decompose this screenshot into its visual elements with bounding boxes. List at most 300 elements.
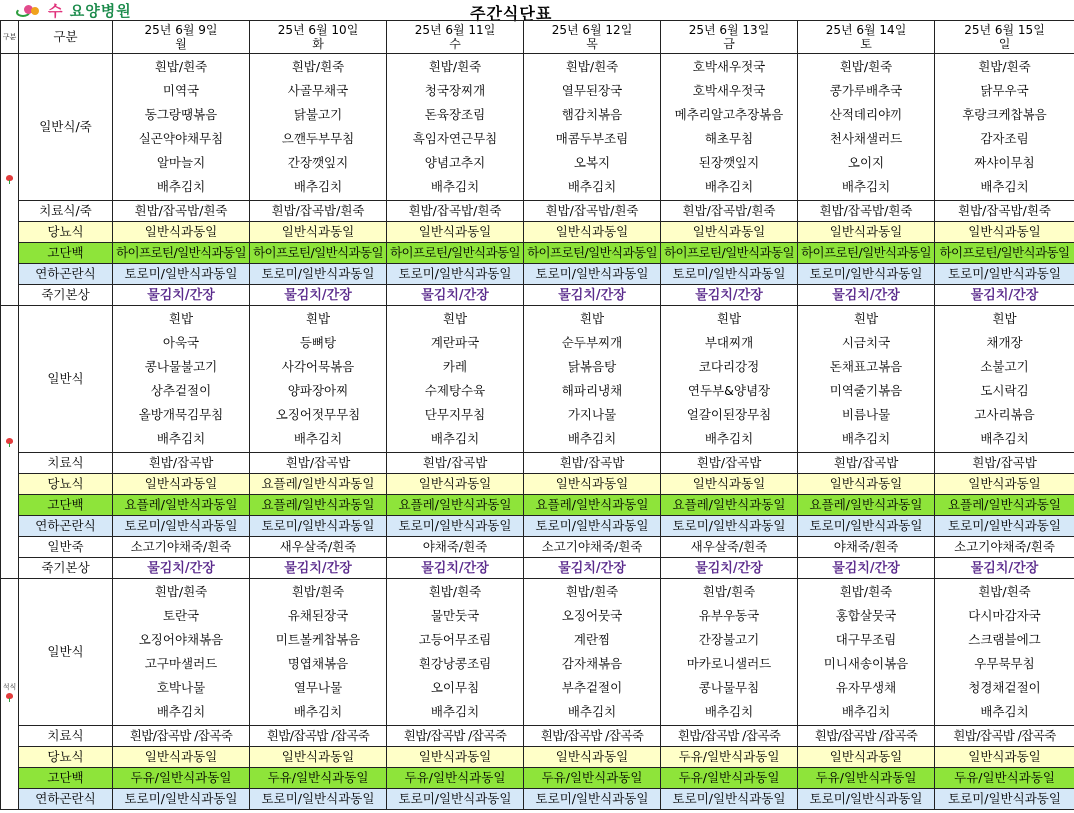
diet-value-cell: 일반식과동일 (250, 222, 387, 243)
dish-list-cell (113, 579, 250, 726)
diet-value-cell: 물김치/간장 (935, 285, 1074, 306)
day-date: 25년 6월 10일 (277, 23, 359, 37)
meal-main-row (1, 306, 1074, 453)
diet-value-cell: 소고기야채죽/흰죽 (935, 537, 1074, 558)
header-row (1, 21, 1074, 54)
dish-item: 스크램블에그 (968, 632, 1041, 647)
day-weekday: 수 (449, 37, 461, 51)
diet-value-cell: 물김치/간장 (798, 285, 935, 306)
dish-item: 흰밥/흰죽 (565, 584, 619, 599)
dish-list-cell (661, 54, 798, 201)
dish-item: 순두부찌개 (561, 335, 623, 350)
dish-item: 유부우동국 (698, 608, 760, 623)
day-header-cell (524, 21, 661, 54)
dish-item: 흰밥/흰죽 (154, 59, 208, 74)
flower-icon (5, 175, 14, 184)
dish-item: 흰밥 (716, 311, 742, 326)
dish-item: 된장깻잎지 (698, 155, 760, 170)
diet-value-cell: 야채죽/흰죽 (798, 537, 935, 558)
diet-label: 고단백 (19, 243, 113, 264)
dish-list-cell (387, 306, 524, 453)
dish-item: 닭볶음탕 (567, 359, 617, 374)
dish-item: 홍합살뭇국 (835, 608, 897, 623)
dish-item: 흰밥/흰죽 (978, 59, 1031, 74)
diet-value-cell: 물김치/간장 (661, 558, 798, 579)
dish-item: 호박새우젓국 (692, 59, 766, 74)
side-header-cell: 구분 (1, 21, 19, 54)
diet-value-cell: 흰밥/잡곡밥 (935, 453, 1074, 474)
diet-value-cell: 일반식과동일 (798, 474, 935, 495)
diet-value-cell: 토로미/일반식과동일 (661, 789, 798, 810)
dish-item: 미역줄기볶음 (829, 383, 903, 398)
diet-value-cell: 흰밥/잡곡밥 /잡곡죽 (935, 726, 1074, 747)
dish-item: 단무지무침 (424, 407, 486, 422)
dish-item: 감자채볶음 (561, 656, 623, 671)
dish-item: 열무된장국 (561, 83, 623, 98)
dish-list-cell (387, 579, 524, 726)
dish-item: 흰밥/흰죽 (291, 584, 345, 599)
dish-item: 도시락김 (980, 383, 1029, 398)
dish-list-cell (935, 579, 1074, 726)
dish-item: 호박새우젓국 (692, 83, 766, 98)
diet-value-cell: 토로미/일반식과동일 (798, 516, 935, 537)
diet-value-cell: 흰밥/잡곡밥/흰죽 (524, 201, 661, 222)
diet-row (1, 474, 1074, 495)
diet-value-cell: 소고기야채죽/흰죽 (113, 537, 250, 558)
meal-category-label: 일반식/죽 (19, 54, 113, 201)
diet-value-cell: 새우살죽/흰죽 (661, 537, 798, 558)
diet-value-cell: 일반식과동일 (113, 747, 250, 768)
diet-row (1, 558, 1074, 579)
weekly-menu-table (0, 20, 1074, 810)
dish-item: 콩나물무침 (698, 680, 760, 695)
diet-value-cell: 두유/일반식과동일 (798, 768, 935, 789)
dish-item: 흰밥 (305, 311, 331, 326)
diet-value-cell: 일반식과동일 (935, 474, 1074, 495)
dish-item: 청국장찌개 (424, 83, 486, 98)
diet-value-cell: 일반식과동일 (524, 474, 661, 495)
dish-item: 명엽채볶음 (287, 656, 349, 671)
dish-item: 배추김치 (704, 431, 754, 446)
dish-list-cell (250, 306, 387, 453)
dish-item: 비름나물 (841, 407, 891, 422)
diet-label: 고단백 (19, 768, 113, 789)
dish-item: 매콤두부조림 (555, 131, 629, 146)
diet-value-cell: 두유/일반식과동일 (113, 768, 250, 789)
diet-value-cell: 소고기야채죽/흰죽 (524, 537, 661, 558)
dish-item: 콩가루배추국 (829, 83, 903, 98)
dish-item: 오징어뭇국 (561, 608, 623, 623)
diet-label: 연하곤란식 (19, 516, 113, 537)
dish-item: 연두부&양념장 (687, 383, 771, 398)
dish-item: 오이무침 (430, 680, 480, 695)
diet-label: 치료식 (19, 453, 113, 474)
dish-item: 으깬두부무침 (281, 131, 355, 146)
dish-item: 후랑크케찹볶음 (962, 107, 1047, 122)
diet-value-cell: 요플레/일반식과동일 (524, 495, 661, 516)
day-header-cell (661, 21, 798, 54)
dish-item: 배추김치 (980, 431, 1029, 446)
dish-item: 콩나물불고기 (144, 359, 218, 374)
dish-item: 간장깻잎지 (287, 155, 349, 170)
diet-value-cell: 토로미/일반식과동일 (935, 789, 1074, 810)
dish-item: 아욱국 (162, 335, 200, 350)
dish-item: 흰밥/흰죽 (428, 584, 482, 599)
diet-value-cell: 일반식과동일 (935, 222, 1074, 243)
dish-item: 오징어야채볶음 (138, 632, 224, 647)
diet-value-cell: 물김치/간장 (661, 285, 798, 306)
diet-row (1, 768, 1074, 789)
dish-item: 고구마샐러드 (144, 656, 218, 671)
dish-item: 흰밥 (992, 311, 1017, 326)
hospital-name: 수 요양병원 (48, 2, 132, 20)
diet-value-cell: 토로미/일반식과동일 (524, 789, 661, 810)
dish-item: 배추김치 (567, 431, 617, 446)
flower-icon (5, 693, 14, 702)
dish-item: 채개장 (986, 335, 1023, 350)
diet-value-cell: 물김치/간장 (387, 558, 524, 579)
diet-value-cell: 두유/일반식과동일 (935, 768, 1074, 789)
diet-value-cell: 일반식과동일 (113, 222, 250, 243)
day-weekday: 일 (998, 37, 1011, 51)
dish-item: 오징어젓무무침 (275, 407, 361, 422)
diet-value-cell: 토로미/일반식과동일 (250, 516, 387, 537)
flower-icon (5, 438, 14, 447)
dish-item: 시금치국 (841, 335, 891, 350)
dish-item: 등뼈탕 (299, 335, 337, 350)
dish-list-cell (798, 54, 935, 201)
diet-value-cell: 두유/일반식과동일 (661, 747, 798, 768)
diet-value-cell: 물김치/간장 (387, 285, 524, 306)
category-header-cell: 구분 (19, 21, 113, 54)
dish-item: 실곤약야채무침 (138, 131, 224, 146)
dish-list-cell (113, 306, 250, 453)
dish-item: 양념고추지 (424, 155, 486, 170)
dish-item: 흰밥/흰죽 (839, 59, 893, 74)
diet-value-cell: 하이프로틴/일반식과동일 (524, 243, 661, 264)
diet-value-cell: 토로미/일반식과동일 (524, 264, 661, 285)
dish-item: 계란찜 (573, 632, 611, 647)
dish-item: 유자무생채 (835, 680, 897, 695)
diet-label: 고단백 (19, 495, 113, 516)
diet-value-cell: 흰밥/잡곡밥/흰죽 (250, 201, 387, 222)
dish-item: 흰강낭콩조림 (418, 656, 492, 671)
day-weekday: 토 (860, 37, 872, 51)
dish-item: 다시마감자국 (968, 608, 1041, 623)
meal-main-row (1, 579, 1074, 726)
diet-value-cell: 흰밥/잡곡밥 /잡곡죽 (798, 726, 935, 747)
dish-item: 부추겉절이 (561, 680, 623, 695)
diet-label: 당뇨식 (19, 747, 113, 768)
dish-list-cell (935, 306, 1074, 453)
meal-side-cell (1, 579, 19, 810)
dish-item: 배추김치 (430, 179, 480, 194)
diet-value-cell: 하이프로틴/일반식과동일 (387, 243, 524, 264)
diet-value-cell: 일반식과동일 (935, 747, 1074, 768)
diet-value-cell: 하이프로틴/일반식과동일 (661, 243, 798, 264)
diet-value-cell: 토로미/일반식과동일 (113, 264, 250, 285)
diet-value-cell: 일반식과동일 (661, 474, 798, 495)
dish-item: 동그랑땡볶음 (144, 107, 218, 122)
day-date: 25년 6월 9일 (144, 23, 218, 37)
diet-value-cell: 물김치/간장 (250, 285, 387, 306)
diet-value-cell: 토로미/일반식과동일 (113, 789, 250, 810)
dish-item: 고등어무조림 (418, 632, 492, 647)
diet-value-cell: 토로미/일반식과동일 (387, 264, 524, 285)
dish-item: 돈채표고볶음 (829, 359, 903, 374)
diet-value-cell: 요플레/일반식과동일 (935, 495, 1074, 516)
dish-item: 사골무채국 (287, 83, 349, 98)
diet-value-cell: 물김치/간장 (113, 285, 250, 306)
diet-value-cell: 토로미/일반식과동일 (387, 789, 524, 810)
diet-value-cell: 물김치/간장 (524, 558, 661, 579)
dish-list-cell (798, 579, 935, 726)
diet-value-cell: 흰밥/잡곡밥 (524, 453, 661, 474)
diet-value-cell: 물김치/간장 (935, 558, 1074, 579)
dish-item: 미니새송이볶음 (823, 656, 909, 671)
diet-value-cell: 두유/일반식과동일 (250, 768, 387, 789)
dish-item: 흰밥 (853, 311, 879, 326)
diet-value-cell: 흰밥/잡곡밥 /잡곡죽 (250, 726, 387, 747)
diet-value-cell: 흰밥/잡곡밥 (387, 453, 524, 474)
dish-item: 배추김치 (567, 704, 617, 719)
dish-item: 올방개묵김무침 (138, 407, 224, 422)
day-date: 25년 6월 15일 (964, 23, 1045, 37)
dish-item: 코다리강정 (698, 359, 760, 374)
dish-item: 짜샤이무침 (974, 155, 1035, 170)
dish-list-cell (798, 306, 935, 453)
dish-item: 청경채겉절이 (968, 680, 1041, 695)
dish-item: 감자조림 (980, 131, 1029, 146)
dish-item: 흰밥/흰죽 (291, 59, 345, 74)
dish-item: 유채된장국 (287, 608, 349, 623)
dish-list-cell (661, 306, 798, 453)
diet-value-cell: 토로미/일반식과동일 (935, 264, 1074, 285)
dish-item: 고사리볶음 (974, 407, 1035, 422)
day-date: 25년 6월 14일 (825, 23, 907, 37)
diet-value-cell: 물김치/간장 (524, 285, 661, 306)
diet-value-cell: 흰밥/잡곡밥 /잡곡죽 (524, 726, 661, 747)
day-header-cell (250, 21, 387, 54)
diet-value-cell: 흰밥/잡곡밥 (250, 453, 387, 474)
diet-value-cell: 토로미/일반식과동일 (661, 516, 798, 537)
day-header-cell (798, 21, 935, 54)
diet-value-cell: 흰밥/잡곡밥/흰죽 (798, 201, 935, 222)
diet-value-cell: 일반식과동일 (250, 747, 387, 768)
diet-value-cell: 두유/일반식과동일 (524, 768, 661, 789)
dish-item: 배추김치 (704, 704, 754, 719)
day-weekday: 월 (175, 37, 187, 51)
diet-row (1, 495, 1074, 516)
diet-value-cell: 흰밥/잡곡밥 (661, 453, 798, 474)
dish-item: 물만둣국 (430, 608, 480, 623)
diet-value-cell: 일반식과동일 (524, 747, 661, 768)
meal-side-label: 석식 (2, 683, 17, 691)
diet-row (1, 285, 1074, 306)
diet-value-cell: 흰밥/잡곡밥 /잡곡죽 (113, 726, 250, 747)
diet-value-cell: 흰밥/잡곡밥/흰죽 (387, 201, 524, 222)
diet-value-cell: 일반식과동일 (387, 474, 524, 495)
dish-item: 열무나물 (293, 680, 343, 695)
diet-value-cell: 요플레/일반식과동일 (661, 495, 798, 516)
dish-list-cell (524, 579, 661, 726)
diet-value-cell: 흰밥/잡곡밥 /잡곡죽 (387, 726, 524, 747)
dish-item: 호박나물 (156, 680, 206, 695)
dish-item: 배추김치 (841, 704, 891, 719)
diet-value-cell: 물김치/간장 (798, 558, 935, 579)
dish-item: 배추김치 (430, 431, 480, 446)
hospital-logo (14, 2, 132, 19)
dish-item: 우무묵무침 (974, 656, 1035, 671)
diet-value-cell: 일반식과동일 (387, 222, 524, 243)
dish-item: 배추김치 (567, 179, 617, 194)
day-date: 25년 6월 13일 (688, 23, 770, 37)
dish-item: 계란파국 (430, 335, 480, 350)
dish-item: 배추김치 (980, 704, 1029, 719)
diet-label: 당뇨식 (19, 474, 113, 495)
dish-item: 배추김치 (156, 431, 206, 446)
dish-item: 소불고기 (980, 359, 1029, 374)
meal-category-label: 일반식 (19, 579, 113, 726)
diet-row (1, 516, 1074, 537)
dish-item: 흰밥/흰죽 (565, 59, 619, 74)
dish-item: 배추김치 (430, 704, 480, 719)
meal-main-row (1, 54, 1074, 201)
diet-value-cell: 일반식과동일 (113, 474, 250, 495)
diet-value-cell: 하이프로틴/일반식과동일 (935, 243, 1074, 264)
dish-item: 배추김치 (156, 179, 206, 194)
dish-list-cell (661, 579, 798, 726)
dish-item: 사각어묵볶음 (281, 359, 355, 374)
dish-item: 배추김치 (293, 179, 343, 194)
day-header-cell (935, 21, 1074, 54)
page-header (0, 0, 1074, 21)
diet-value-cell: 일반식과동일 (798, 222, 935, 243)
dish-item: 흰밥/흰죽 (154, 584, 208, 599)
day-date: 25년 6월 11일 (414, 23, 496, 37)
diet-value-cell: 흰밥/잡곡밥/흰죽 (661, 201, 798, 222)
diet-value-cell: 하이프로틴/일반식과동일 (250, 243, 387, 264)
diet-value-cell: 흰밥/잡곡밥/흰죽 (113, 201, 250, 222)
diet-value-cell: 토로미/일반식과동일 (935, 516, 1074, 537)
diet-row (1, 789, 1074, 810)
dish-item: 토란국 (162, 608, 200, 623)
diet-label: 당뇨식 (19, 222, 113, 243)
dish-item: 천사채샐러드 (829, 131, 903, 146)
diet-value-cell: 토로미/일반식과동일 (387, 516, 524, 537)
dish-item: 닭불고기 (293, 107, 343, 122)
dish-item: 햄감치볶음 (561, 107, 623, 122)
dish-item: 배추김치 (293, 431, 343, 446)
diet-value-cell: 물김치/간장 (250, 558, 387, 579)
day-weekday: 목 (586, 37, 598, 51)
diet-row (1, 726, 1074, 747)
diet-value-cell: 일반식과동일 (661, 222, 798, 243)
dish-item: 흰밥/흰죽 (428, 59, 482, 74)
page-title: 주간식단표 (470, 4, 553, 23)
dish-item: 오이지 (847, 155, 885, 170)
diet-value-cell: 요플레/일반식과동일 (250, 474, 387, 495)
logo-mark-icon (14, 2, 48, 19)
day-header-cell (113, 21, 250, 54)
diet-value-cell: 흰밥/잡곡밥 (113, 453, 250, 474)
dish-item: 가지나물 (567, 407, 617, 422)
diet-value-cell: 물김치/간장 (113, 558, 250, 579)
diet-value-cell: 토로미/일반식과동일 (113, 516, 250, 537)
dish-item: 오복지 (573, 155, 611, 170)
dish-item: 흰밥/흰죽 (978, 584, 1031, 599)
dish-item: 흰밥 (579, 311, 605, 326)
diet-value-cell: 일반식과동일 (524, 222, 661, 243)
diet-value-cell: 일반식과동일 (387, 747, 524, 768)
diet-value-cell: 토로미/일반식과동일 (524, 516, 661, 537)
diet-value-cell: 요플레/일반식과동일 (250, 495, 387, 516)
dish-item: 흰밥 (168, 311, 194, 326)
dish-item: 산적데리야끼 (829, 107, 903, 122)
diet-value-cell: 흰밥/잡곡밥/흰죽 (935, 201, 1074, 222)
dish-item: 배추김치 (980, 179, 1029, 194)
dish-item: 흰밥/흰죽 (702, 584, 756, 599)
dish-item: 흰밥/흰죽 (839, 584, 893, 599)
dish-list-cell (935, 54, 1074, 201)
dish-item: 상추겉절이 (150, 383, 212, 398)
diet-row (1, 453, 1074, 474)
dish-list-cell (113, 54, 250, 201)
diet-row (1, 222, 1074, 243)
diet-value-cell: 토로미/일반식과동일 (250, 264, 387, 285)
diet-row (1, 243, 1074, 264)
diet-value-cell: 새우살죽/흰죽 (250, 537, 387, 558)
dish-item: 대구무조림 (835, 632, 897, 647)
diet-value-cell: 두유/일반식과동일 (661, 768, 798, 789)
diet-value-cell: 하이프로틴/일반식과동일 (113, 243, 250, 264)
dish-list-cell (387, 54, 524, 201)
diet-label: 연하곤란식 (19, 789, 113, 810)
diet-label: 죽기본상 (19, 285, 113, 306)
dish-item: 마카로니샐러드 (686, 656, 772, 671)
meal-category-label: 일반식 (19, 306, 113, 453)
dish-item: 양파장아찌 (287, 383, 349, 398)
diet-label: 치료식 (19, 726, 113, 747)
dish-item: 흰밥 (442, 311, 468, 326)
diet-value-cell: 흰밥/잡곡밥 /잡곡죽 (661, 726, 798, 747)
dish-item: 흑임자연근무침 (412, 131, 498, 146)
meal-side-cell (1, 306, 19, 579)
dish-item: 간장불고기 (698, 632, 760, 647)
diet-label: 연하곤란식 (19, 264, 113, 285)
day-weekday: 화 (312, 37, 324, 51)
dish-item: 배추김치 (841, 179, 891, 194)
dish-item: 미트볼케찹볶음 (275, 632, 361, 647)
dish-item: 카레 (442, 359, 468, 374)
diet-value-cell: 야채죽/흰죽 (387, 537, 524, 558)
diet-label: 죽기본상 (19, 558, 113, 579)
dish-item: 수제탕수육 (424, 383, 486, 398)
dish-item: 돈육장조림 (424, 107, 486, 122)
diet-value-cell: 요플레/일반식과동일 (387, 495, 524, 516)
dish-item: 해초무침 (704, 131, 754, 146)
diet-label: 치료식/죽 (19, 201, 113, 222)
diet-row (1, 201, 1074, 222)
diet-row (1, 264, 1074, 285)
diet-value-cell: 요플레/일반식과동일 (113, 495, 250, 516)
diet-value-cell: 토로미/일반식과동일 (798, 789, 935, 810)
dish-item: 배추김치 (156, 704, 206, 719)
diet-value-cell: 하이프로틴/일반식과동일 (798, 243, 935, 264)
day-header-cell (387, 21, 524, 54)
day-date: 25년 6월 12일 (551, 23, 633, 37)
diet-label: 일반죽 (19, 537, 113, 558)
